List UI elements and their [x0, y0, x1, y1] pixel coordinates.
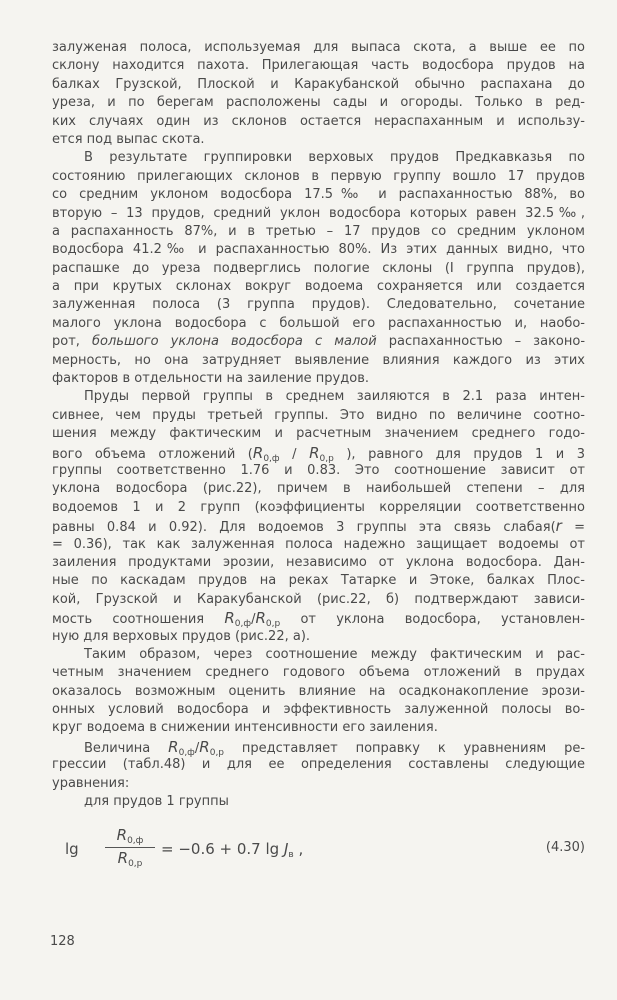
text-line	[52, 628, 585, 646]
math-symbol	[224, 609, 252, 630]
paragraph	[52, 793, 585, 811]
text-run: Пруды первой группы в среднем заиляются в 2.1 раза интен-	[84, 389, 585, 405]
text-line	[52, 76, 585, 94]
text-line	[52, 352, 585, 370]
text-line	[52, 701, 585, 719]
text-run: мость соотношения	[52, 612, 225, 628]
text-line	[52, 536, 585, 554]
text-run: залуженная полоса (3 группа прудов). Следовательно, сочетание	[52, 297, 585, 313]
equation-rhs	[161, 840, 303, 860]
paragraph	[52, 738, 585, 793]
italic-text: большого уклона водосбора с малой	[92, 334, 377, 350]
text-run: заиления продуктами эрозии, независимо от уклона водосбора. Дан-	[52, 554, 585, 570]
text-run: грессии (табл.48) и для ее определения составлены следующие	[52, 757, 585, 773]
text-line	[52, 407, 585, 425]
text-line	[52, 738, 585, 756]
equation-number: (4.30)	[545, 840, 585, 855]
text-line	[52, 205, 585, 223]
text-line	[52, 664, 585, 682]
text-run: /	[194, 740, 200, 756]
symbol: R	[252, 443, 264, 462]
text-run: ких случаях один из склонов остается нераспаханным и использу-	[52, 113, 585, 129]
text-run: распаханностью – законо-	[376, 334, 586, 350]
text-run: для прудов 1 группы	[84, 794, 229, 810]
text-run: со средним уклоном водосбора 17.5‰ и распаханностью 88%, во	[52, 187, 585, 203]
rhs-tail: ,	[293, 840, 304, 858]
paragraph	[52, 646, 585, 738]
fraction-numerator	[105, 826, 155, 848]
text-line	[52, 499, 585, 517]
text-run: а при крутых склонах вокруг водоема сохраняется или создается	[52, 279, 585, 295]
text-line	[52, 57, 585, 75]
text-line	[52, 572, 585, 590]
text-run: факторов в отдельности на заиление прудов.	[52, 371, 369, 387]
rhs-text: = −0.6 + 0.7 lg	[161, 840, 284, 858]
text-run: мерность, но она затрудняет выявление влияния каждого из этих	[52, 352, 585, 368]
text-line	[52, 260, 585, 278]
symbol: R	[199, 737, 210, 756]
text-run: распашке до уреза подверглись пологие склоны (I группа прудов),	[52, 260, 585, 276]
subscript: в	[288, 850, 294, 860]
text-run: четным значением среднего годового объема отложений в прудах	[52, 665, 585, 681]
symbol: R	[168, 737, 179, 756]
math-symbol	[255, 609, 281, 630]
text-line	[52, 370, 585, 388]
text-line	[52, 462, 585, 480]
text-run: группы соответственно 1.76 и 0.83. Это соотношение зависит от	[52, 462, 585, 478]
text-run: балках Грузской, Плоской и Каракубанской обычно распахана до	[52, 76, 585, 92]
text-line	[52, 333, 585, 351]
text-line	[52, 131, 585, 149]
paragraph	[52, 39, 585, 149]
text-run: уреза, и по берегам расположены сады и огороды. Только в ред-	[52, 95, 585, 111]
text-line	[52, 186, 585, 204]
fraction-denominator	[105, 848, 155, 869]
text-run: водоемов 1 и 2 групп (коэффициенты корреляции соответственно	[52, 499, 585, 515]
text-line	[52, 719, 585, 737]
page-number: 128	[50, 934, 75, 949]
text-line	[52, 94, 585, 112]
subscript: 0,ф	[234, 619, 252, 630]
text-line	[52, 388, 585, 406]
paragraph	[52, 388, 585, 645]
text-run: от уклона водосбора, установлен-	[280, 612, 585, 628]
text-run: уравнения:	[52, 775, 130, 791]
text-line	[52, 39, 585, 57]
text-run: /	[251, 612, 256, 628]
text-line	[52, 149, 585, 167]
text-run: залуженая полоса, используемая для выпаса скота, а выше ее по	[52, 40, 585, 55]
symbol: R	[224, 609, 235, 628]
text-run: малого уклона водосбора с большой его распаханностью и, наобо-	[52, 315, 585, 331]
subscript: 0,ф	[127, 836, 144, 846]
text-line	[52, 591, 585, 609]
subscript: 0,р	[265, 619, 281, 630]
text-run: =	[561, 520, 585, 536]
text-run: ется под выпас скота.	[52, 131, 205, 147]
text-line	[52, 554, 585, 572]
math-symbol	[199, 737, 225, 758]
text-run: сивнее, чем пруды третьей группы. Это видно по величине соотно-	[52, 407, 585, 423]
equation-lg: lg	[65, 840, 79, 858]
text-run: рот,	[52, 334, 92, 350]
text-run: ные по каскадам прудов на реках Татарке и Этоке, балках Плос-	[52, 573, 585, 589]
text-line	[52, 609, 585, 630]
text-line	[52, 775, 585, 793]
text-line	[52, 517, 585, 535]
text-line	[52, 241, 585, 259]
text-line	[52, 168, 585, 186]
symbol: r	[555, 517, 562, 536]
text-run: /	[279, 446, 310, 462]
math-symbol	[168, 737, 195, 758]
text-run: равны 0.84 и 0.92). Для водоемов 3 группы эта связь слабая(	[52, 520, 556, 536]
text-line	[52, 425, 585, 443]
text-run: оказалось возможным оценить влияние на осадконакопление эрози-	[52, 683, 585, 699]
subscript: 0,ф	[178, 747, 195, 758]
equation-fraction	[105, 826, 155, 869]
text-run: а распаханность 87%, и в третью – 17 прудов со средним уклоном	[52, 223, 585, 239]
text-line	[52, 315, 585, 333]
text-run: склону находится пахота. Прилегающая часть водосбора прудов на	[52, 58, 585, 74]
text-run: ную для верховых прудов (рис.22, а).	[52, 628, 311, 644]
text-line	[52, 793, 585, 811]
text-run: состоянию прилегающих склонов в первую группу вошло 17 прудов	[52, 168, 585, 184]
symbol: R	[309, 443, 320, 462]
subscript: 0,р	[209, 747, 225, 758]
text-run: представляет поправку к уравнениям ре-	[224, 740, 586, 756]
text-line	[52, 444, 585, 462]
text-run: вого объема отложений (	[52, 446, 253, 462]
symbol: R	[255, 609, 266, 628]
equation-4-30	[65, 826, 585, 876]
body-text	[52, 39, 585, 811]
text-run: водосбора 41.2‰ и распаханностью 80%. Из этих данных видно, что	[52, 242, 585, 258]
text-run: круг водоема в снижении интенсивности его заиления.	[52, 720, 438, 736]
text-run: шения между фактическим и расчетным значением среднего годо-	[52, 426, 585, 442]
text-run: В результате группировки верховых прудов Предкавказья по	[84, 150, 585, 166]
text-run: кой, Грузской и Каракубанской (рис.22, б) подтверждают зависи-	[52, 591, 585, 607]
text-line	[52, 683, 585, 701]
subscript: 0,р	[319, 453, 334, 464]
text-line	[52, 278, 585, 296]
text-line	[52, 113, 585, 131]
math-symbol	[252, 443, 280, 464]
text-line	[52, 296, 585, 314]
text-run: уклона водосбора (рис.22), причем в наибольшей степени – для	[52, 481, 585, 497]
subscript: 0,ф	[263, 453, 280, 464]
text-run: вторую – 13 прудов, средний уклон водосбора которых равен 32.5‰,	[52, 205, 585, 221]
text-line	[52, 646, 585, 664]
symbol-r: R	[116, 826, 128, 844]
text-run: Таким образом, через соотношение между фактическим и рас-	[84, 646, 585, 662]
text-line	[52, 223, 585, 241]
paragraph	[52, 149, 585, 388]
symbol-j: J	[283, 840, 289, 858]
math-symbol	[309, 443, 334, 464]
text-run: онных условий водосбора и эффективность залуженной полосы во-	[52, 702, 585, 718]
text-run: ), равного для прудов 1 и 3	[333, 446, 585, 462]
text-run: = 0.36), так как залуженная полоса надежно защищает водоемы от	[52, 536, 585, 552]
text-line	[52, 756, 585, 774]
text-run: Величина	[84, 740, 169, 756]
symbol-r: R	[117, 849, 129, 867]
text-line	[52, 480, 585, 498]
subscript: 0,р	[128, 859, 143, 869]
